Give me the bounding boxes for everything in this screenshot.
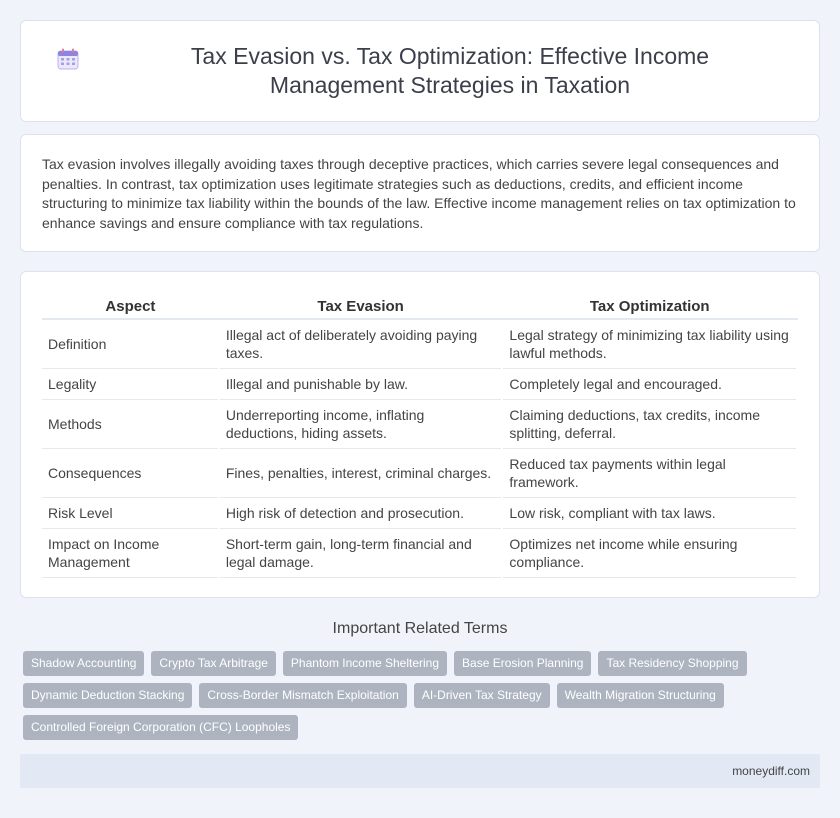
header-tax-optimization: Tax Optimization (502, 296, 797, 319)
row-tax-evasion: Underreporting income, inflating deductions, hiding assets. (219, 399, 503, 448)
footer (20, 754, 820, 788)
related-term-tag[interactable]: Controlled Foreign Corporation (CFC) Loopholes (23, 715, 298, 740)
header-aspect: Aspect (42, 296, 219, 319)
row-tax-evasion: Illegal and punishable by law. (219, 368, 503, 399)
related-terms-list (23, 651, 823, 747)
row-aspect: Definition (42, 319, 219, 368)
header-tax-evasion: Tax Evasion (219, 296, 503, 319)
intro-card (20, 134, 820, 252)
row-tax-evasion: High risk of detection and prosecution. (219, 497, 503, 528)
comparison-table (42, 296, 798, 578)
row-tax-optimization: Legal strategy of minimizing tax liability using lawful methods. (502, 319, 797, 368)
related-term-tag[interactable]: Crypto Tax Arbitrage (151, 651, 276, 676)
related-term-tag[interactable]: Wealth Migration Structuring (557, 683, 724, 708)
related-term-tag[interactable]: Shadow Accounting (23, 651, 144, 676)
related-terms-title: Important Related Terms (332, 620, 508, 637)
row-tax-evasion: Fines, penalties, interest, criminal charges. (219, 448, 503, 497)
row-aspect: Methods (42, 399, 219, 448)
table-row (42, 319, 797, 368)
row-aspect: Impact on Income Management (42, 528, 219, 577)
table-header-row (42, 296, 797, 319)
header-card (20, 20, 820, 122)
row-aspect: Legality (42, 368, 219, 399)
row-aspect: Consequences (42, 448, 219, 497)
table-row (42, 448, 797, 497)
comparison-card (20, 271, 820, 598)
intro-paragraph: Tax evasion involves illegally avoiding taxes through deceptive practices, which carries severe legal consequences and penalties. In contrast, tax optimization uses legitimate strategies such as deductions, credits, and efficient income structuring to minimize tax liability within the bounds of the law. Effective income management relies on tax optimization to enhance savings and ensure compliance with tax regulations. (42, 156, 796, 231)
row-tax-optimization: Completely legal and encouraged. (502, 368, 797, 399)
table-row (42, 497, 797, 528)
row-tax-optimization: Claiming deductions, tax credits, income splitting, deferral. (502, 399, 797, 448)
related-term-tag[interactable]: Dynamic Deduction Stacking (23, 683, 192, 708)
footer-site-link[interactable]: moneydiff.com (732, 764, 810, 778)
related-term-tag[interactable]: Cross-Border Mismatch Exploitation (199, 683, 406, 708)
page-title: Tax Evasion vs. Tax Optimization: Effective Income Management Strategies in Taxation (190, 43, 710, 98)
row-tax-optimization: Optimizes net income while ensuring compliance. (502, 528, 797, 577)
row-tax-optimization: Low risk, compliant with tax laws. (502, 497, 797, 528)
row-tax-optimization: Reduced tax payments within legal framework. (502, 448, 797, 497)
row-tax-evasion: Short-term gain, long-term financial and legal damage. (219, 528, 503, 577)
table-row (42, 399, 797, 448)
table-row (42, 368, 797, 399)
related-term-tag[interactable]: AI-Driven Tax Strategy (414, 683, 550, 708)
row-aspect: Risk Level (42, 497, 219, 528)
related-term-tag[interactable]: Base Erosion Planning (454, 651, 591, 676)
table-row (42, 528, 797, 577)
related-term-tag[interactable]: Tax Residency Shopping (598, 651, 746, 676)
related-term-tag[interactable]: Phantom Income Sheltering (283, 651, 447, 676)
row-tax-evasion: Illegal act of deliberately avoiding paying taxes. (219, 319, 503, 368)
